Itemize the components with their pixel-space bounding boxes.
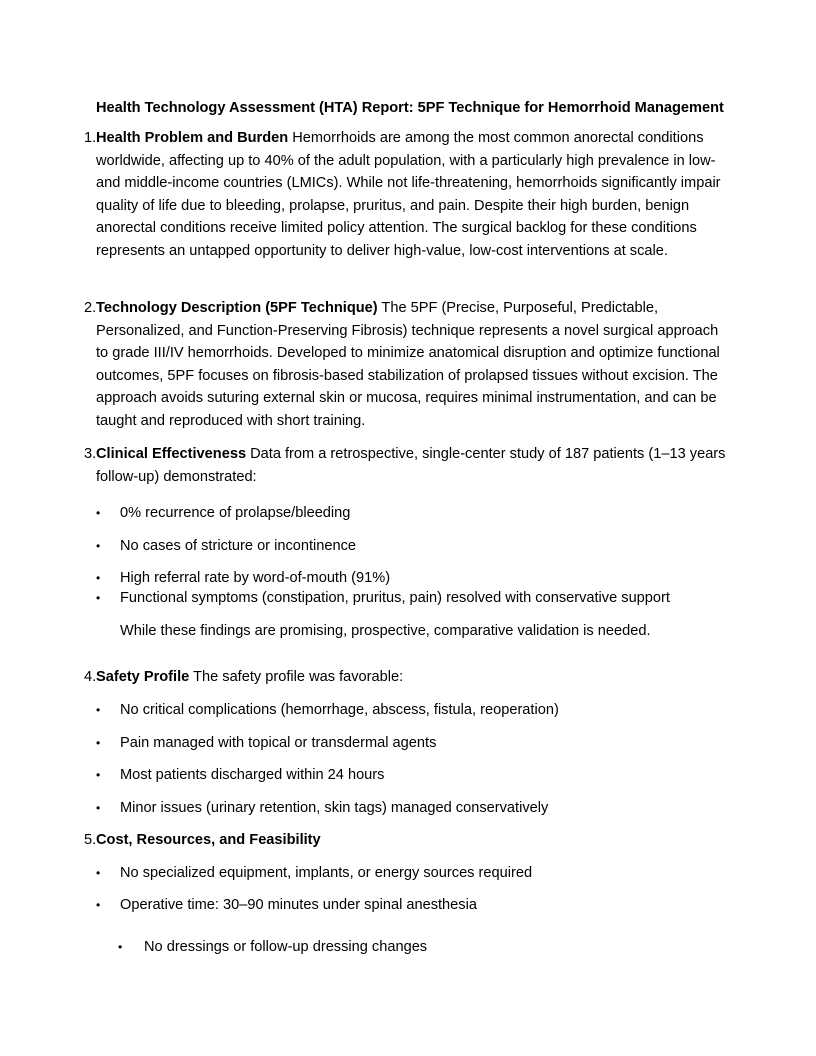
section-note: While these findings are promising, prospective, comparative validation is needed. xyxy=(120,623,651,639)
section-number: 3. xyxy=(84,446,97,462)
section-heading: Technology Description (5PF Technique) xyxy=(96,300,378,316)
bullet-icon: • xyxy=(96,703,101,717)
bullet-icon: • xyxy=(96,898,101,912)
section-number: 2. xyxy=(84,300,97,316)
bullet-icon: • xyxy=(96,801,101,815)
section-heading: Safety Profile xyxy=(96,669,190,685)
section-safety-profile xyxy=(84,666,726,689)
section-health-problem xyxy=(84,127,726,263)
bullet-icon: • xyxy=(96,736,101,750)
bullet-icon: • xyxy=(96,866,101,880)
section-technology-description xyxy=(84,297,726,433)
section-number: 5. xyxy=(84,832,97,848)
section-cost-resources xyxy=(84,829,726,852)
section-number: 4. xyxy=(84,669,97,685)
bullet-icon: • xyxy=(96,591,101,605)
section-body: Hemorrhoids are among the most common anorectal conditions worldwide, affecting up to 40% of the adult population, with a particularly high prevalence in low- and middle-income countries (LMICs). While not life-threatening, hemorrhoids significantly impair quality of life due to bleeding, prolapse, pruritus, and pain. Despite their high burden, benign anorectal conditions receive limited policy attention. The surgical backlog for these conditions represents an untapped opportunity to deliver high-value, low-cost interventions at scale. xyxy=(96,130,721,259)
section-body: The 5PF (Precise, Purposeful, Predictable, Personalized, and Function-Preserving Fibrosis) technique represents a novel surgical approach to grade III/IV hemorrhoids. Developed to minimize anatomical disruption and optimize functional outcomes, 5PF focuses on fibrosis-based stabilization of prolapsed tissues without excision. The approach avoids suturing external skin or mucosa, requires minimal instrumentation, and can be taught and reproduced with short training. xyxy=(96,300,720,429)
bullet-icon: • xyxy=(96,768,101,782)
bullet-icon: • xyxy=(96,571,101,585)
section-heading: Health Problem and Burden xyxy=(96,130,289,146)
report-title: Health Technology Assessment (HTA) Report: 5PF Technique for Hemorrhoid Management xyxy=(96,100,724,116)
bullet-icon: • xyxy=(96,506,101,520)
section-body: Data from a retrospective, single-center study of 187 patients (1–13 years follow-up) demonstrated: xyxy=(96,446,726,485)
section-heading: Cost, Resources, and Feasibility xyxy=(96,832,321,848)
section-clinical-effectiveness xyxy=(84,443,726,488)
section-heading: Clinical Effectiveness xyxy=(96,446,247,462)
document-page: Health Technology Assessment (HTA) Report: 5PF Technique for Hemorrhoid Management 1. Health Problem and Burden Hemorrhoids are among the most common anorectal conditions worldwide, affecting up to 40% of the adult population, with a particularly high prevalence in low- and middle-income countries (LMICs). While not life-threatening, hemorrhoids significantly impair quality of life due to bleeding, prolapse, pruritus, and pain. Despite their high burden, benign anorectal conditions receive limited policy attention. The surgical backlog for these conditions represents an untapped opportunity to deliver high-value, low-cost interventions at scale. 2. Technology Description (5PF Technique) The 5PF (Precise, Purposeful, Predictable, Personalized, and Function-Preserving Fibrosis) technique represents a novel surgical approach to grade III/IV hemorrhoids. Developed to minimize anatomical disruption and optimize functional outcomes, 5PF focuses on fibrosis-based stabilization of prolapsed tissues without excision. The approach avoids suturing external skin or mucosa, requires minimal instrumentation, and can be taught and reproduced with short training. 3. Clinical Effectiveness Data from a retrospective, single-center study of 187 patients (1–13 years follow-up) demonstrated: • 0% recurrence of prolapse/bleeding • No cases of stricture or incontinence • High referral rate by word-of-mouth (91%) • Functional symptoms (constipation, pruritus, pain) resolved with conservative support While these findings are promising, prospective, comparative validation is needed. 4. Safety Profile The safety profile was favorable: • No critical complications (hemorrhage, abscess, fistula, reoperation) • Pain managed with topical or transdermal agents • Most patients discharged within 24 hours • Minor issues (urinary retention, skin tags) managed conservatively 5. Cost, Resources, and Feasibility • No specialized equipment, implants, or energy sources required • Operative time: 30–90 minutes under spinal anesthesia • No dressings or follow-up dressing changes xyxy=(0,0,816,1056)
bullet-icon: • xyxy=(96,539,101,553)
section-body: The safety profile was favorable: xyxy=(189,669,404,685)
bullet-icon: • xyxy=(118,940,123,954)
section-number: 1. xyxy=(84,130,97,146)
